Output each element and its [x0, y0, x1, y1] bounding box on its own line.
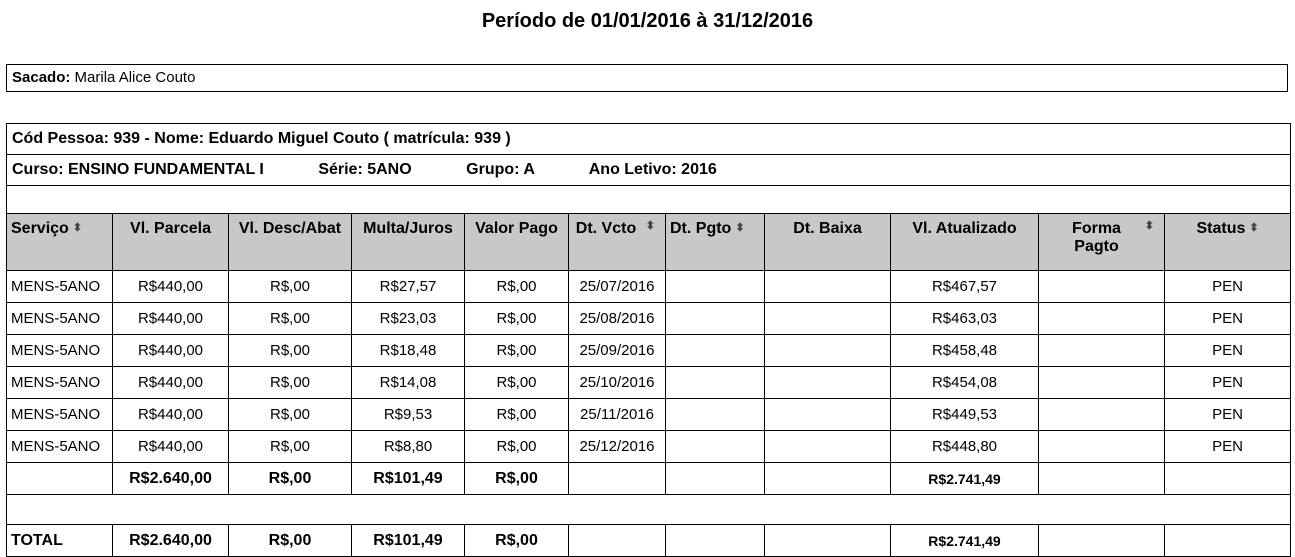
student-info: Cód Pessoa: 939 - Nome: Eduardo Miguel Couto ( matrícula: 939 ): [7, 124, 1291, 155]
col-dt-vcto[interactable]: Dt. Vcto ⬍: [569, 214, 666, 271]
cell-forma: [1039, 335, 1165, 367]
sort-arrows-icon[interactable]: ⬍: [645, 220, 655, 232]
cell-pgto: [666, 335, 765, 367]
cell-servico: MENS-5ANO: [7, 399, 113, 431]
subtotal-parcela: R$2.640,00: [113, 463, 229, 495]
total-label: TOTAL: [7, 525, 113, 557]
subtotal-multa: R$101,49: [352, 463, 465, 495]
cell-atual: R$458,48: [891, 335, 1039, 367]
col-dt-baixa: Dt. Baixa: [765, 214, 891, 271]
installments-table: [6, 123, 1291, 557]
cell-forma: [1039, 399, 1165, 431]
cell-multa: R$9,53: [352, 399, 465, 431]
cell-desc: R$,00: [229, 399, 352, 431]
total-pago: R$,00: [465, 525, 569, 557]
cell-desc: R$,00: [229, 431, 352, 463]
cell-multa: R$8,80: [352, 431, 465, 463]
subtotal-desc: R$,00: [229, 463, 352, 495]
col-servico[interactable]: Serviço ⬍: [7, 214, 113, 271]
cell-baixa: [765, 303, 891, 335]
cell-multa: R$14,08: [352, 367, 465, 399]
cell-baixa: [765, 431, 891, 463]
grupo-label: Grupo: A: [466, 161, 535, 178]
cell-baixa: [765, 335, 891, 367]
cell-baixa: [765, 399, 891, 431]
data-rows: [7, 271, 1291, 463]
cell-servico: MENS-5ANO: [7, 335, 113, 367]
cell-pgto: [666, 303, 765, 335]
sort-arrows-icon[interactable]: ⬍: [1144, 220, 1154, 232]
cell-parcela: R$440,00: [113, 303, 229, 335]
student-info-row: [7, 124, 1291, 155]
course-info-row: [7, 155, 1291, 186]
cell-parcela: R$440,00: [113, 335, 229, 367]
curso-label: Curso: ENSINO FUNDAMENTAL I: [12, 161, 264, 178]
cell-vcto: 25/12/2016: [569, 431, 666, 463]
cell-parcela: R$440,00: [113, 367, 229, 399]
total-atual: R$2.741,49: [891, 525, 1039, 557]
cell-status: PEN: [1165, 271, 1291, 303]
table-header: [7, 214, 1291, 271]
cell-parcela: R$440,00: [113, 271, 229, 303]
cell-status: PEN: [1165, 303, 1291, 335]
cell-pago: R$,00: [465, 399, 569, 431]
total-parcela: R$2.640,00: [113, 525, 229, 557]
col-status[interactable]: Status ⬍: [1165, 214, 1291, 271]
cell-forma: [1039, 431, 1165, 463]
cell-pgto: [666, 271, 765, 303]
cell-pgto: [666, 367, 765, 399]
cell-multa: R$27,57: [352, 271, 465, 303]
cell-vcto: 25/10/2016: [569, 367, 666, 399]
blank-row: [7, 186, 1291, 214]
sacado-label: Sacado:: [12, 69, 71, 86]
cell-forma: [1039, 367, 1165, 399]
table-row: [7, 399, 1291, 431]
subtotal-pago: R$,00: [465, 463, 569, 495]
cell-status: PEN: [1165, 431, 1291, 463]
col-valor-pago: Valor Pago: [465, 214, 569, 271]
sacado-value: Marila Alice Couto: [74, 69, 196, 86]
cell-desc: R$,00: [229, 335, 352, 367]
table-row: [7, 431, 1291, 463]
cell-desc: R$,00: [229, 303, 352, 335]
cell-vcto: 25/11/2016: [569, 399, 666, 431]
table-row: [7, 271, 1291, 303]
table-row: [7, 335, 1291, 367]
total-row: [7, 525, 1291, 557]
cell-forma: [1039, 271, 1165, 303]
cell-desc: R$,00: [229, 271, 352, 303]
sacado-box: [6, 64, 1288, 92]
subtotal-atual: R$2.741,49: [891, 463, 1039, 495]
cell-pago: R$,00: [465, 271, 569, 303]
table-row: [7, 303, 1291, 335]
cell-parcela: R$440,00: [113, 431, 229, 463]
cell-vcto: 25/07/2016: [569, 271, 666, 303]
cell-baixa: [765, 271, 891, 303]
ano-letivo-label: Ano Letivo: 2016: [588, 161, 717, 178]
total-multa: R$101,49: [352, 525, 465, 557]
cell-pago: R$,00: [465, 303, 569, 335]
page-title: Período de 01/01/2016 à 31/12/2016: [481, 10, 814, 32]
col-vl-desc: Vl. Desc/Abat: [229, 214, 352, 271]
cell-forma: [1039, 303, 1165, 335]
cell-atual: R$449,53: [891, 399, 1039, 431]
course-info: [7, 155, 1291, 186]
sort-arrows-icon[interactable]: ⬍: [735, 222, 745, 234]
total-desc: R$,00: [229, 525, 352, 557]
cell-parcela: R$440,00: [113, 399, 229, 431]
col-dt-pgto[interactable]: Dt. Pgto ⬍: [666, 214, 765, 271]
sort-arrows-icon[interactable]: ⬍: [1249, 222, 1259, 234]
cell-multa: R$23,03: [352, 303, 465, 335]
serie-label: Série: 5ANO: [318, 161, 412, 178]
spacer-row: [7, 495, 1291, 525]
cell-servico: MENS-5ANO: [7, 303, 113, 335]
cell-vcto: 25/09/2016: [569, 335, 666, 367]
cell-status: PEN: [1165, 335, 1291, 367]
cell-status: PEN: [1165, 367, 1291, 399]
col-vl-atualizado: Vl. Atualizado: [891, 214, 1039, 271]
cell-baixa: [765, 367, 891, 399]
col-forma-pagto[interactable]: Forma Pagto ⬍: [1039, 214, 1165, 271]
cell-pgto: [666, 431, 765, 463]
cell-atual: R$467,57: [891, 271, 1039, 303]
cell-desc: R$,00: [229, 367, 352, 399]
subtotal-row: [7, 463, 1291, 495]
sort-arrows-icon[interactable]: ⬍: [72, 222, 83, 234]
cell-servico: MENS-5ANO: [7, 271, 113, 303]
cell-multa: R$18,48: [352, 335, 465, 367]
cell-atual: R$454,08: [891, 367, 1039, 399]
cell-pago: R$,00: [465, 431, 569, 463]
cell-atual: R$448,80: [891, 431, 1039, 463]
cell-pago: R$,00: [465, 335, 569, 367]
cell-pago: R$,00: [465, 367, 569, 399]
cell-pgto: [666, 399, 765, 431]
col-multa: Multa/Juros: [352, 214, 465, 271]
table-row: [7, 367, 1291, 399]
cell-status: PEN: [1165, 399, 1291, 431]
cell-servico: MENS-5ANO: [7, 367, 113, 399]
cell-vcto: 25/08/2016: [569, 303, 666, 335]
cell-atual: R$463,03: [891, 303, 1039, 335]
col-vl-parcela: Vl. Parcela: [113, 214, 229, 271]
cell-servico: MENS-5ANO: [7, 431, 113, 463]
